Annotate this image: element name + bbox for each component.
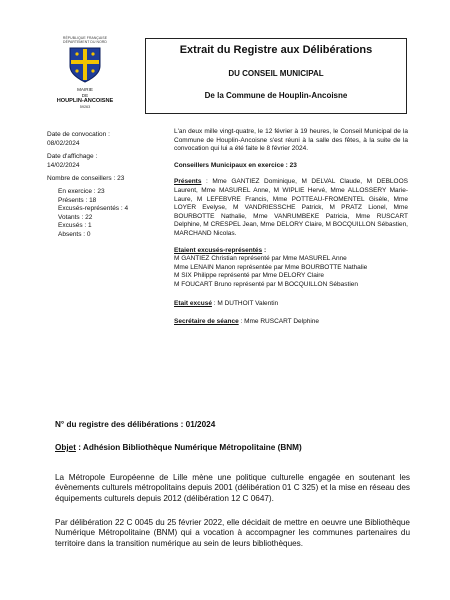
secretaire-name: : Mme RUSCART Delphine (238, 318, 320, 326)
excuse-represente-item: Mme LENAIN Manon représentée par Mme BOURBOTTE Nathalie (174, 263, 368, 271)
stat-presents: Présents : 18 (58, 196, 97, 204)
presents-paragraph (174, 178, 408, 238)
commune-logo (55, 36, 115, 110)
affichage-label: Date d'affichage : (47, 153, 98, 161)
registre-number: N° du registre des délibérations : 01/2024 (55, 420, 216, 429)
logo-mairie: MAIRIE (77, 87, 93, 92)
convocation-label: Date de convocation : (47, 131, 110, 138)
logo-postal-code: 59263 (79, 104, 91, 109)
presents-list: : Mme GANTIEZ Dominique, M DELVAL Claude, M DEBLOOS Laurent, Mme MASUREL Anne, M WIPLIE Hervé, Mme ALLOSSERY Marie-Laure, M LEFEBVRE Francis, Mme POTTEAU-FROMENTEL Gisèle, Mme LOYER Evelyse, M VANDRIESSCHE Patrick, M PRATZ Lionel, Mme BOURBOTTE Nathalie, Mme VANRUMBEKE Patricia, Mme RUSCART Delphine, M CRESPEL Jean, Mme DELORY Claire, M BOCQUILLON Sébastien, MARCHAND Nicolas. (174, 178, 408, 237)
excuses-representes-heading: Etaient excusés-représentés : (174, 246, 267, 254)
logo-departement: DÉPARTEMENT DU NORD (63, 40, 107, 44)
coat-of-arms-icon (68, 46, 102, 84)
stat-en-exercice: En exercice : 23 (58, 187, 105, 195)
secretaire-line (174, 318, 408, 327)
stat-votants: Votants : 22 (58, 213, 93, 221)
excuse-line (174, 300, 408, 309)
stat-absents: Absents : 0 (58, 230, 91, 238)
header-box (145, 38, 407, 114)
logo-de: DE (81, 92, 89, 98)
excuse-represente-item: M FOUCART Bruno représenté par M BOCQUILLON Sébastien (174, 280, 358, 288)
logo-republique: RÉPUBLIQUE FRANÇAISE (62, 36, 108, 40)
objet-line (55, 443, 410, 453)
excuse-represente-item: M GANTIEZ Christian représenté par Mme MASUREL Anne (174, 255, 347, 263)
objet-label: Objet (55, 443, 76, 452)
convocation-date: 08/02/2024 (47, 139, 80, 147)
logo-commune: HOUPLIN-ANCOISNE (56, 98, 114, 104)
conseillers-exercice: Conseillers Municipaux en exercice : 23 (174, 161, 297, 169)
document-commune: De la Commune de Houplin-Ancoisne (204, 91, 348, 100)
affichage-date: 14/02/2024 (47, 161, 80, 169)
objet-text: : Adhésion Bibliothèque Numérique Métropolitaine (BNM) (75, 443, 302, 452)
secretaire-label: Secrétaire de séance (174, 318, 239, 326)
meeting-details-column (174, 128, 408, 327)
conseillers-count: Nombre de conseillers : 23 (47, 175, 125, 183)
excuse-label: Etait excusé (174, 299, 212, 307)
stat-excuses-representes: Excusés-représentés : 4 (58, 205, 129, 213)
meeting-info-column (47, 131, 162, 240)
document-subtitle: DU CONSEIL MUNICIPAL (228, 69, 324, 78)
document-title: Extrait du Registre aux Délibérations (179, 44, 373, 56)
body-paragraph-2: Par délibération 22 C 0045 du 25 février 2022, elle décidait de mettre en oeuvre une Bibliothèque Numérique Métropolitaine (BNM) qui a vocation à accompagner les communes partenaires du territoire dans la transition numérique au sein de leurs bibliothèques. (55, 518, 410, 548)
excuses-representes-label: Etaient excusés-représentés (174, 246, 263, 254)
presents-label: Présents (174, 178, 202, 186)
excuse-name: : M DUTHOIT Valentin (211, 299, 279, 307)
body-paragraph-1: La Métropole Européenne de Lille mène une politique culturelle engagée en soutenant les évènements culturels métropolitains depuis 2001 (délibération 01 C 325) et la mise en réseau des équipements culturels depuis 2012 (délibération 12 C 0647). (55, 473, 410, 503)
intro-paragraph: L'an deux mille vingt-quatre, le 12 février à 19 heures, le Conseil Municipal de la Commune de Houplin-Ancoisne s'est réuni à la salle des fêtes, à la suite de la convocation qui lui a été faite le 8 février 2024. (174, 128, 408, 153)
excuse-represente-item: M SIX Philippe représenté par Mme DELORY Claire (174, 272, 325, 280)
stat-excuses: Excusés : 1 (58, 222, 92, 230)
